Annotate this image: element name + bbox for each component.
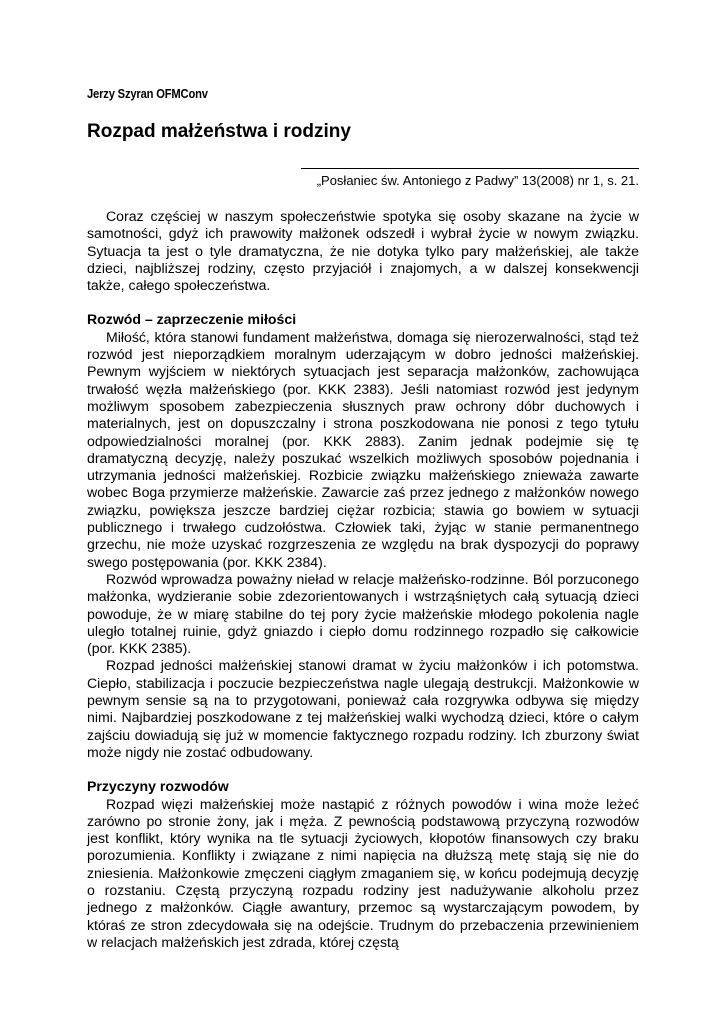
paragraph-gap (87, 294, 639, 311)
source-citation: „Posłaniec św. Antoniego z Padwy” 13(2008) nr 1, s. 21. (316, 173, 639, 188)
paragraph-gap (87, 761, 639, 778)
article-title: Rozpad małżeństwa i rodziny (87, 121, 351, 142)
section-paragraph: Rozpad jedności małżeńskiej stanowi dramat w życiu małżonków i ich potomstwa. Ciepło, stabilizacja i poczucie bezpieczeństwa nagle ulegają destrukcji. Małżonkowie w pewnym sensie są na to przygotowani, ponieważ cała rozgrywka odbywa się między nimi. Najbardziej poszkodowane z tej małżeńskiej walki wychodzą dzieci, które o całym zajściu dowiadują się już w momencie faktycznego rozpadu rodziny. Ich zburzony świat może nigdy nie zostać odbudowany. (87, 657, 639, 760)
article-body (87, 208, 639, 951)
section-heading-divorce: Rozwód – zaprzeczenie miłości (87, 311, 297, 328)
citation-divider (301, 168, 639, 169)
section-paragraph: Rozpad więzi małżeńskiej może nastąpić z różnych powodów i wina może leżeć zarówno po stronie żony, jak i męża. Z pewnością podstawową przyczyną rozwodów jest konflikt, który wynika na tle sytuacji życiowych, kłopotów finansowych czy braku porozumienia. Konflikty i związane z nimi napięcia na dłuższą metę stają się nie do zniesienia. Małżonkowie zmęczeni ciągłym zmaganiem się, w końcu podejmują decyzję o rozstaniu. Częstą przyczyną rozpadu rodziny jest nadużywanie alkoholu przez jednego z małżonków. Ciągłe awantury, przemoc są wystarczającym powodem, by któraś ze stron zdecydowała się na odejście. Trudnym do przebaczenia przewinieniem w relacjach małżeńskich jest zdrada, której częstą (87, 795, 639, 950)
section-heading-causes: Przyczyny rozwodów (87, 778, 229, 795)
author-name: Jerzy Szyran OFMConv (87, 86, 208, 101)
intro-paragraph: Coraz częściej w naszym społeczeństwie spotyka się osoby skazane na życie w samotności, gdyż ich prawowity małżonek odszedł i wybrał życie w nowym związku. Sytuacja ta jest o tyle dramatyczna, że nie dotyka tylko pary małżeńskiej, ale także dzieci, najbliższej rodziny, często przyjaciół i znajomych, a w dalszej konsekwencji także, całego społeczeństwa. (87, 208, 639, 294)
section-paragraph: Rozwód wprowadza poważny nieład w relacje małżeńsko-rodzinne. Ból porzuconego małżonka, wydzieranie sobie zdezorientowanych i wstrząśniętych całą sytuacją dzieci powoduje, że w miarę stabilne do tej pory życie małżeńskie młodego pokolenia nagle uległo totalnej ruinie, gdyż gniazdo i ciepło domu rodzinnego rozpadło się całkowicie (por. KKK 2385). (87, 570, 639, 657)
section-paragraph: Miłość, która stanowi fundament małżeństwa, domaga się nierozerwalności, stąd też rozwód jest nieporządkiem moralnym uderzającym w dobro jedności małżeńskiej. Pewnym wyjściem w niektórych sytuacjach jest separacja małżonków, zachowująca trwałość węzła małżeńskiego (por. KKK 2383). Jeśli natomiast rozwód jest jedynym możliwym sposobem zabezpieczenia słusznych praw ochrony dóbr duchowych i materialnych, jest on dopuszczalny i strona poszkodowana nie ponosi z tego tytułu odpowiedzialności moralnej (por. KKK 2883). Zanim jednak podejmie się tę dramatyczną decyzję, należy poszukać wszelkich możliwych sposobów pojednania i utrzymania jedności małżeńskiej. Rozbicie związku małżeńskiego znieważa zawarte wobec Boga przymierze małżeńskie. Zawarcie zaś przez jednego z małżonków nowego związku, powiększa jeszcze bardziej ciężar rozbicia; stawia go bowiem w sytuacji publicznego i trwałego cudzołóstwa. Człowiek taki, żyjąc w stanie permanentnego grzechu, nie może uzyskać rozgrzeszenia ze względu na brak dyspozycji do poprawy swego postępowania (por. KKK 2384). (87, 328, 639, 570)
